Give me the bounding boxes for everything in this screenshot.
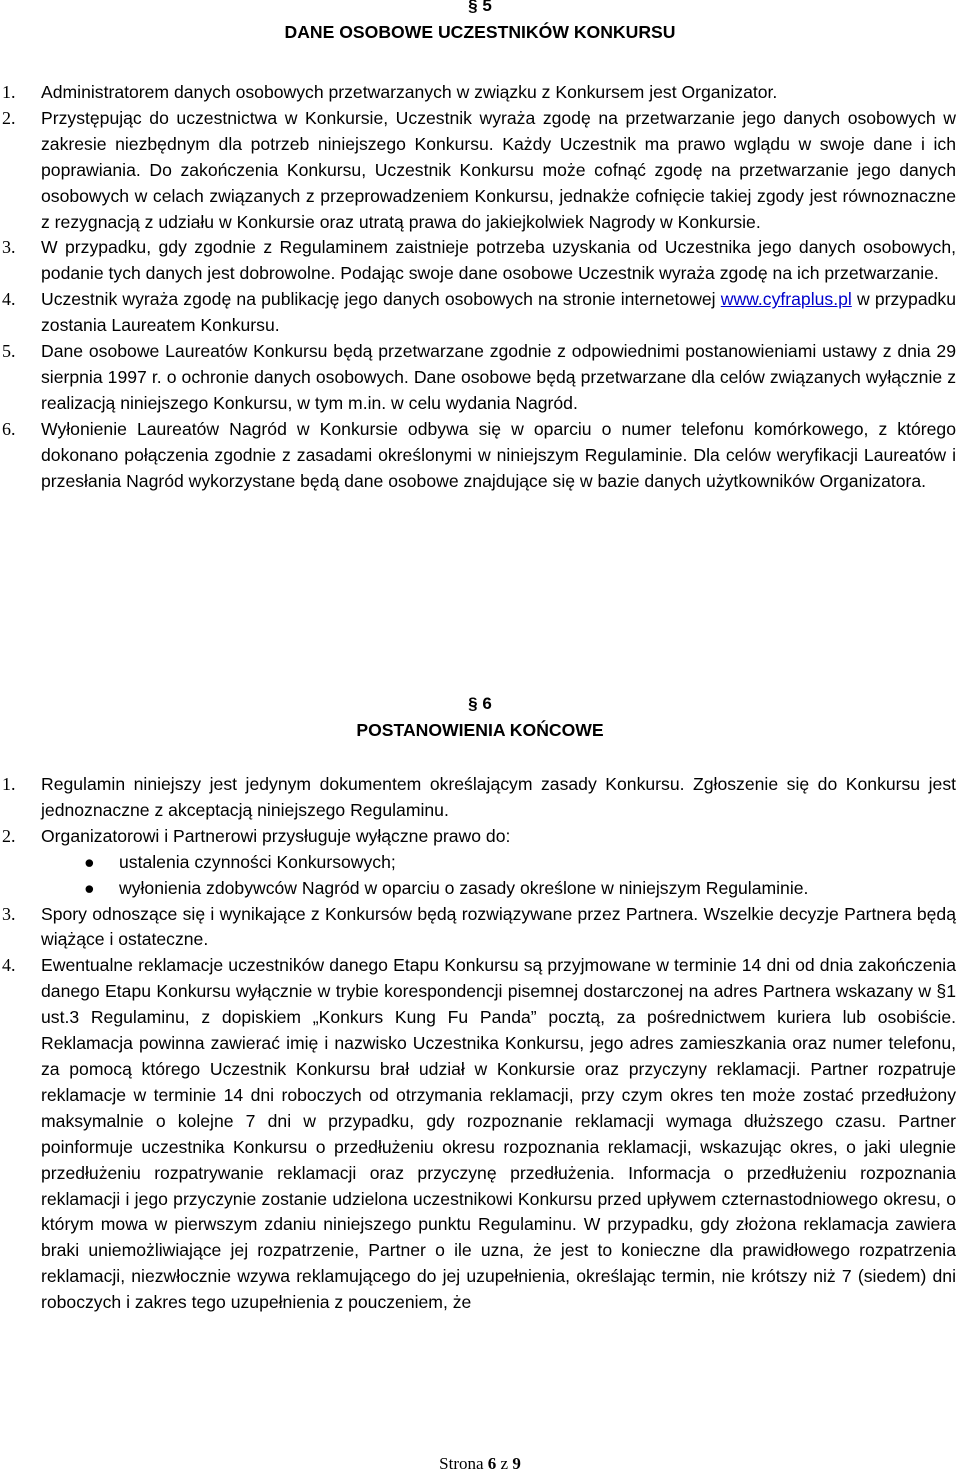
list-item [0,417,960,495]
item-number: 4. [2,955,16,976]
footer-total-pages: 9 [512,1454,521,1473]
list-item [0,287,960,339]
list-item [0,235,960,287]
section-5-title: DANE OSOBOWE UCZESTNIKÓW KONKURSU [284,22,676,42]
section-6-list [0,772,960,1316]
item-text: Przystępując do uczestnictwa w Konkursie, Uczestnik wyraża zgodę na przetwarzanie jego danych osobowych w zakresie niezbędnym dla potrzeb niniejszego Konkursu. Każdy Uczestnik ma prawo wglądu w swoje dane i ich poprawiania. Do zakończenia Konkursu, Uczestnik Konkursu może cofnąć zgodę na przetwarzanie jego danych osobowych w celach związanych z przeprowadzeniem Konkursu, jednakże cofnięcie takiej zgody jest równoznaczne z rezygnacją z udziału w Konkursie oraz utratą prawa do jakiejkolwiek Nagrody w Konkursie. [41,107,956,232]
page-footer [0,1454,960,1474]
list-item [0,106,960,236]
item-number: 5. [2,341,16,362]
bullet-icon: ● [84,851,95,872]
item-text-after: w przypadku zostania Laureatem Konkursu. [41,289,956,336]
item-text: Dane osobowe Laureatów Konkursu będą przetwarzane zgodnie z odpowiednimi postanowieniami ustawy z dnia 29 sierpnia 1997 r. o ochronie danych osobowych. Dane osobowe będą przetwarzane dla celów związanych wyłącznie z realizacją niniejszego Konkursu, w tym m.in. w celu wydania Nagród. [41,341,956,413]
list-item [0,772,960,824]
section-number: 5 [482,0,492,15]
bullet-item [41,876,956,902]
item-number: 6. [2,418,16,439]
item-number: 4. [2,289,16,310]
item-number: 3. [2,237,16,258]
item-text-before: Uczestnik wyraża zgodę na publikację jego danych osobowych na stronie internetowej [41,289,721,310]
website-link[interactable]: www.cyfraplus.pl [720,289,852,310]
list-item [0,824,960,902]
item-number: 1. [2,774,16,794]
footer-prefix: Strona [439,1454,484,1473]
item-text: Organizatorowi i Partnerowi przysługuje wyłączne prawo do: [41,825,511,846]
list-item [0,902,960,954]
item-number: 2. [2,825,16,846]
bullet-icon: ● [84,877,95,898]
section-6-title: POSTANOWIENIA KOŃCOWE [356,720,604,740]
bullet-list [41,850,956,902]
bullet-text: wyłonienia zdobywców Nagród w oparciu o zasady określone w niniejszym Regulaminie. [119,877,809,898]
item-text [41,287,956,339]
item-number: 2. [2,107,16,128]
section-5-list [0,80,960,495]
item-text: W przypadku, gdy zgodnie z Regulaminem zaistnieje potrzeba uzyskania od Uczestnika jego danych osobowych, podanie tych danych jest dobrowolne. Podając swoje dane osobowe Uczestnik wyraża zgodę na ich przetwarzanie. [41,237,956,284]
section-number: 6 [482,694,492,713]
item-text: Regulamin niniejszy jest jedynym dokumentem określającym zasady Konkursu. Zgłoszenie się do Konkursu jest jednoznaczne z akceptacją niniejszego Regulaminu. [41,774,956,820]
item-text: Administratorem danych osobowych przetwarzanych w związku z Konkursem jest Organizator. [41,82,778,102]
section-symbol: § [468,0,478,15]
list-item [0,339,960,417]
item-number: 3. [2,903,16,924]
item-text: Wyłonienie Laureatów Nagród w Konkursie odbywa się w oparciu o numer telefonu komórkowego, z którego dokonano połączenia zgodnie z zasadami określonymi w niniejszym Regulaminie. Dla celów weryfikacji Laureatów i przesłania Nagród wykorzystane będą dane osobowe znajdujące się w bazie danych użytkowników Organizatora. [41,418,956,491]
bullet-text: ustalenia czynności Konkursowych; [119,851,396,872]
item-text: Ewentualne reklamacje uczestników danego Etapu Konkursu są przyjmowane w terminie 14 dni od dnia zakończenia danego Etapu Konkursu wyłącznie w trybie korespondencji pisemnej dostarczonej na adres Partnera wskazany w §1 ust.3 Regulaminu, z dopiskiem „Konkurs Kung Fu Panda” pocztą, za pośrednictwem kuriera lub osobiście. Reklamacja powinna zawierać imię i nazwisko Uczestnika Konkursu, jego adres zamieszkania oraz numer telefonu, za pomocą którego Uczestnik Konkursu brał udział w Konkursie oraz przyczyny reklamacji. Partner rozpatruje reklamacje w terminie 14 dni roboczych od otrzymania reklamacji, przy czym okres ten może zostać przedłużony maksymalnie o kolejne 7 dni w przypadku, gdy rozpoznanie reklamacji wymaga dłuższego czasu. Partner poinformuje uczestnika Konkursu o przedłużeniu okresu rozpoznania reklamacji, wskazując okres, o jaki ulegnie przedłużeniu rozpatrywanie reklamacji oraz przyczynę przedłużenia. Informacja o przedłużeniu rozpoznania reklamacji i jego przyczynie zostanie udzielona uczestnikowi Konkursu przed upływem czternastodniowego okresu, o którym mowa w pierwszym zdaniu niniejszego punktu Regulaminu. W przypadku, gdy złożona reklamacja zawiera braki uniemożliwiające jej rozpatrzenie, Partner o ile uzna, że jest to konieczne dla prawidłowego rozpatrzenia reklamacji, niezwłocznie wzywa reklamującego do jej uzupełnienia, określając termin, nie krótszy niż 7 (siedem) dni roboczych i zakres tego uzupełnienia z pouczeniem, że [41,955,956,1313]
bullet-item [41,850,956,876]
item-number: 1. [2,82,16,102]
section-5-number [0,0,960,16]
list-item [0,953,960,1316]
section-symbol: § [468,694,478,713]
footer-current-page: 6 [487,1454,497,1473]
section-6-number [0,694,960,714]
footer-separator: z [500,1454,509,1473]
list-item [0,80,960,106]
item-text: Spory odnoszące się i wynikające z Konkursów będą rozwiązywane przez Partnera. Wszelkie decyzje Partnera będą wiążące i ostateczne. [41,903,956,950]
